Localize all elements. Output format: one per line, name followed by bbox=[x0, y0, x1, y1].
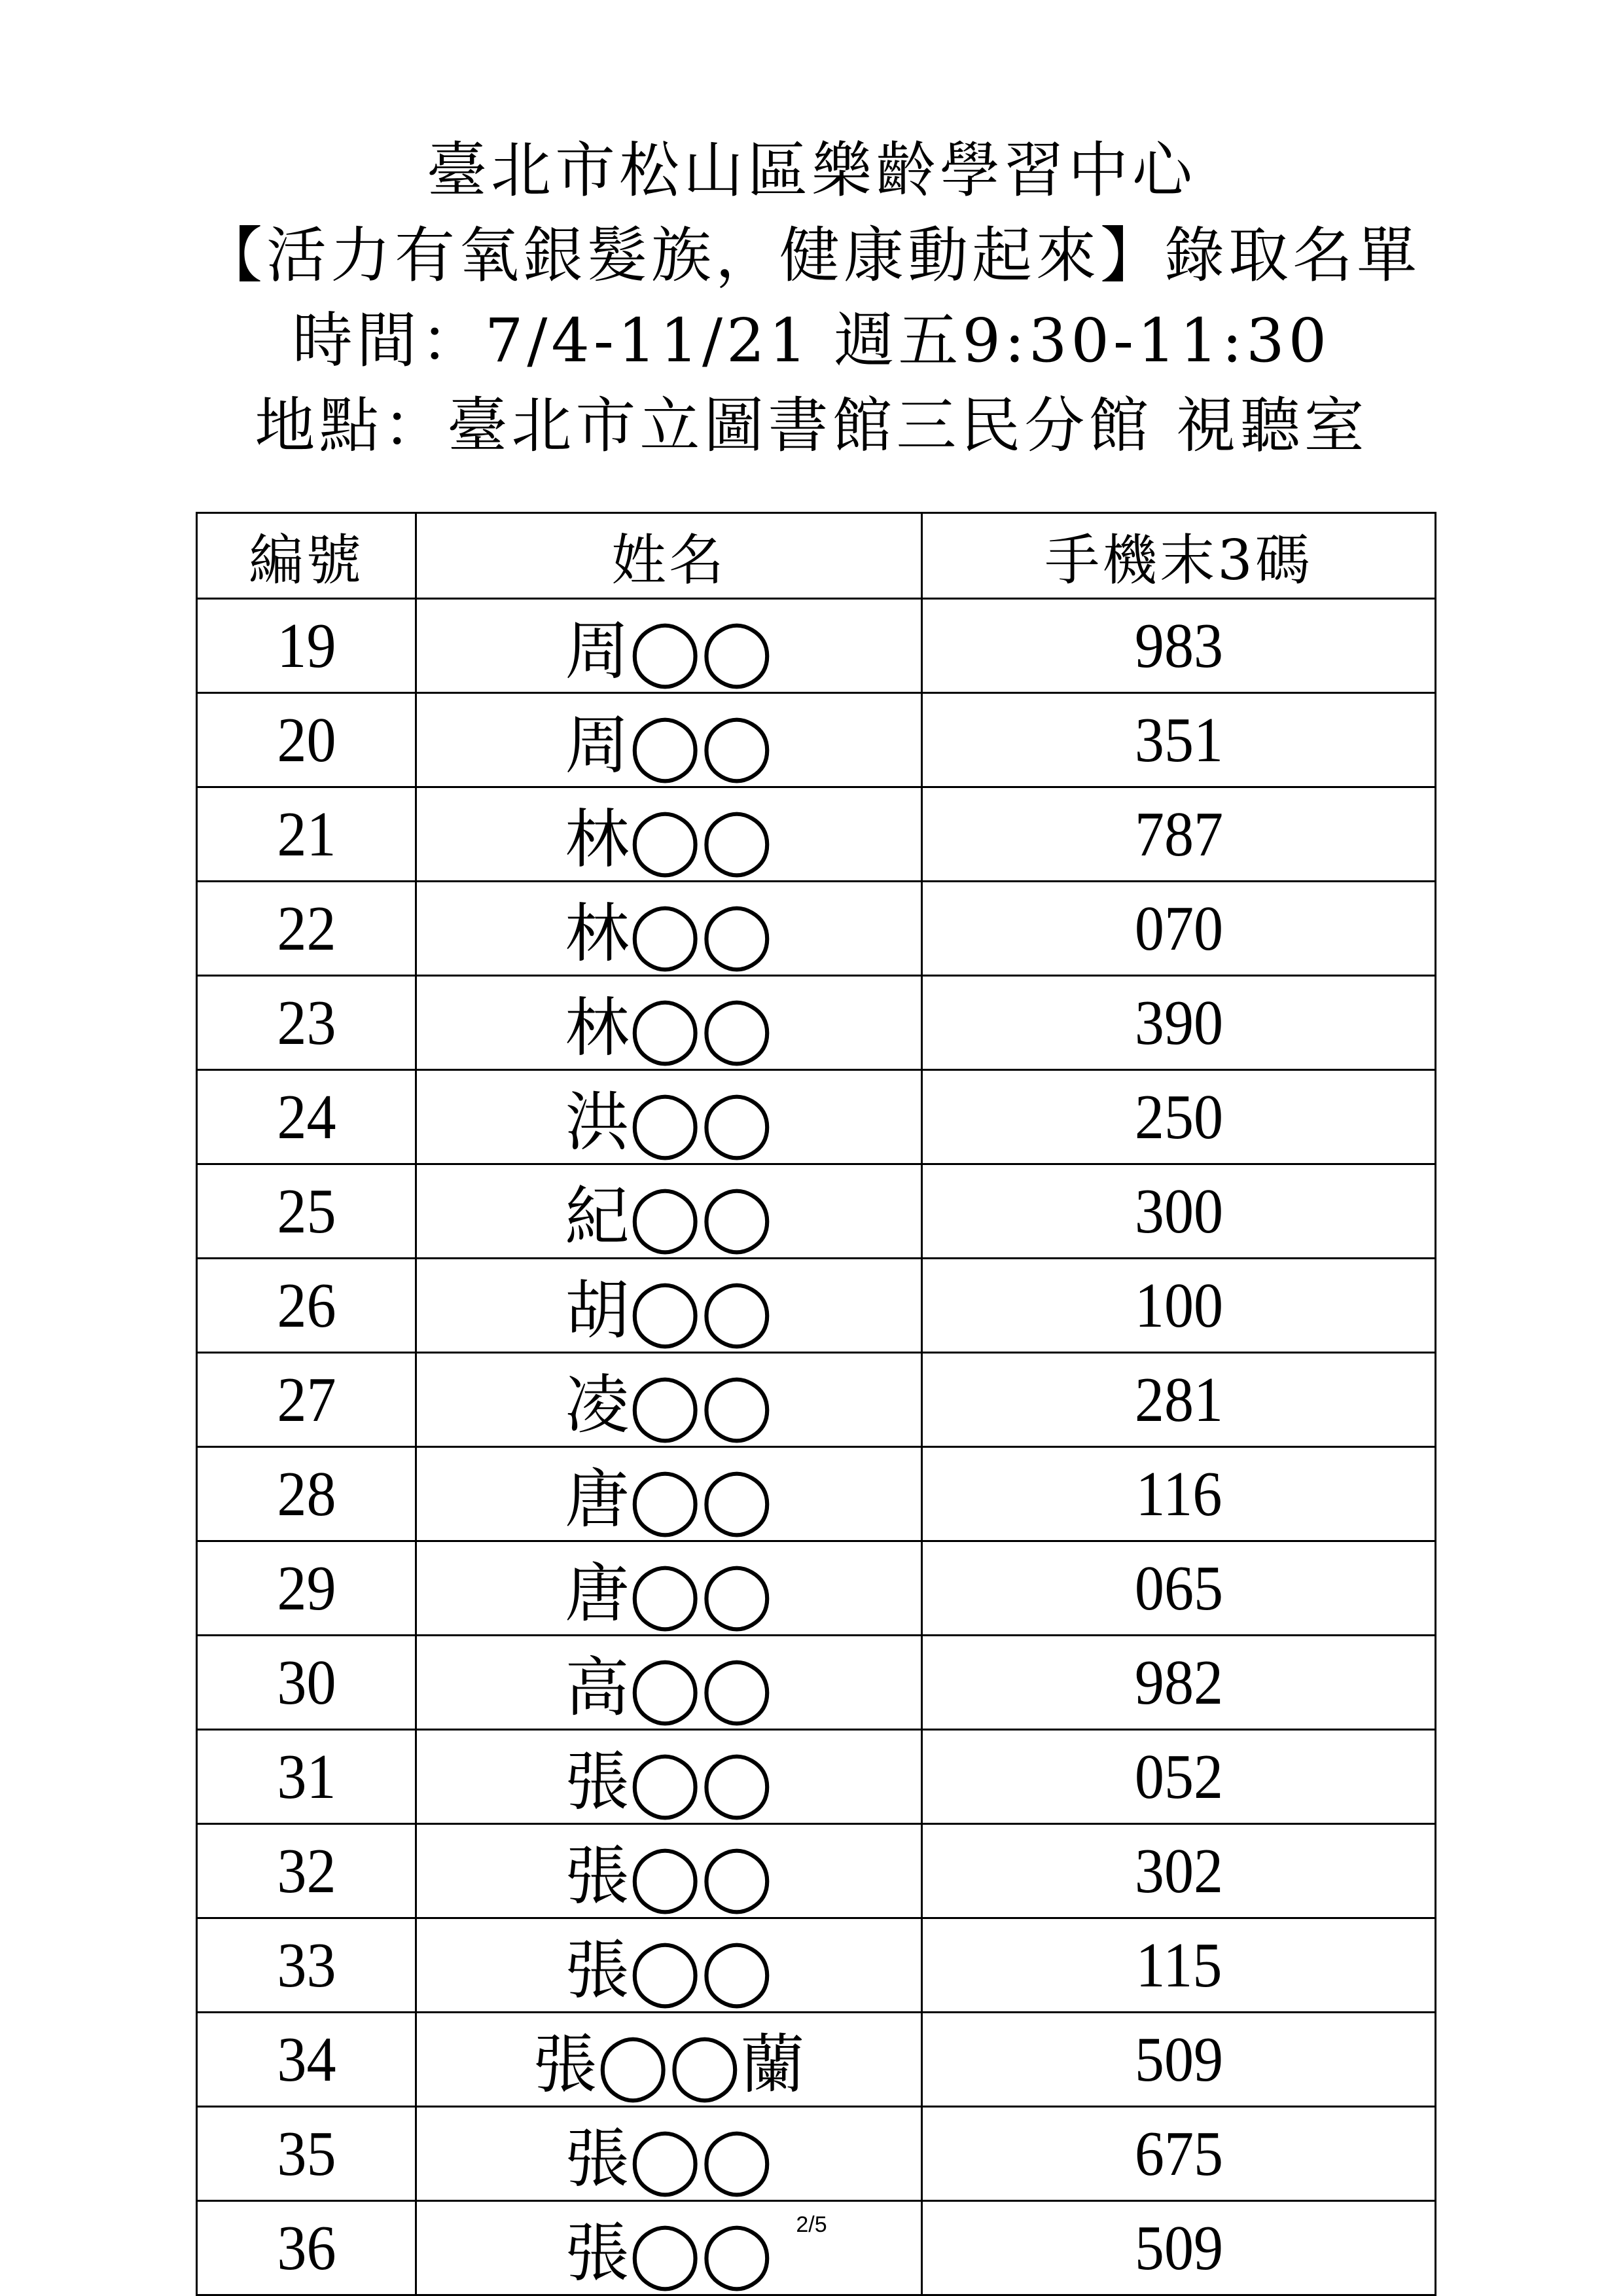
table-row bbox=[197, 1824, 1436, 1918]
schedule-line: 時間：7/4-11/21 週五9:30-11:30 bbox=[292, 306, 1331, 376]
row-phone-cell: 351 bbox=[942, 693, 1415, 787]
table-row bbox=[197, 1541, 1436, 1636]
row-phone-cell: 250 bbox=[942, 1070, 1415, 1164]
row-phone-cell: 302 bbox=[942, 1824, 1415, 1918]
row-name-cell: 高◯◯ bbox=[416, 1636, 922, 1730]
row-name-cell: 唐◯◯ bbox=[416, 1447, 922, 1541]
column-header-phone: 手機末3碼 bbox=[922, 513, 1436, 599]
table-row bbox=[197, 1353, 1436, 1447]
row-phone-cell: 982 bbox=[942, 1636, 1415, 1730]
table-row bbox=[197, 976, 1436, 1070]
row-id-cell: 34 bbox=[205, 2013, 407, 2107]
row-phone-cell: 115 bbox=[942, 1918, 1415, 2013]
row-id-cell: 31 bbox=[205, 1730, 407, 1824]
table-row bbox=[197, 1918, 1436, 2013]
row-phone-cell: 052 bbox=[942, 1730, 1415, 1824]
row-id-cell: 28 bbox=[205, 1447, 407, 1541]
row-id-cell: 23 bbox=[205, 976, 407, 1070]
row-phone-cell: 065 bbox=[942, 1541, 1415, 1636]
table-row bbox=[197, 1636, 1436, 1730]
row-phone-cell: 509 bbox=[942, 2201, 1415, 2295]
row-name-cell: 胡◯◯ bbox=[416, 1259, 922, 1353]
table-row bbox=[197, 882, 1436, 976]
table-row bbox=[197, 2107, 1436, 2201]
table-row bbox=[197, 1730, 1436, 1824]
row-name-cell: 林◯◯ bbox=[416, 882, 922, 976]
center-name-title: 臺北市松山區樂齡學習中心 bbox=[426, 135, 1196, 206]
table-row bbox=[197, 693, 1436, 787]
row-phone-cell: 390 bbox=[942, 976, 1415, 1070]
row-name-cell: 張◯◯ bbox=[416, 1824, 922, 1918]
table-row bbox=[197, 2013, 1436, 2107]
row-id-cell: 29 bbox=[205, 1541, 407, 1636]
row-name-cell: 張◯◯ bbox=[416, 1918, 922, 2013]
row-id-cell: 19 bbox=[205, 599, 407, 693]
row-id-cell: 33 bbox=[205, 1918, 407, 2013]
row-id-cell: 25 bbox=[205, 1164, 407, 1259]
row-name-cell: 張◯◯ bbox=[416, 2107, 922, 2201]
row-name-cell: 張◯◯蘭 bbox=[416, 2013, 922, 2107]
row-phone-cell: 787 bbox=[942, 787, 1415, 882]
table-row bbox=[197, 1259, 1436, 1353]
row-phone-cell: 070 bbox=[942, 882, 1415, 976]
table-row bbox=[197, 787, 1436, 882]
row-id-cell: 26 bbox=[205, 1259, 407, 1353]
row-phone-cell: 281 bbox=[942, 1353, 1415, 1447]
table-header-row bbox=[197, 513, 1436, 599]
row-id-cell: 21 bbox=[205, 787, 407, 882]
row-id-cell: 24 bbox=[205, 1070, 407, 1164]
row-name-cell: 唐◯◯ bbox=[416, 1541, 922, 1636]
course-admission-title: 【活力有氧銀髮族，健康動起來】錄取名單 bbox=[202, 221, 1421, 291]
table-row bbox=[197, 599, 1436, 693]
row-phone-cell: 116 bbox=[942, 1447, 1415, 1541]
row-name-cell: 紀◯◯ bbox=[416, 1164, 922, 1259]
row-id-cell: 27 bbox=[205, 1353, 407, 1447]
location-line: 地點：臺北市立圖書館三民分館 視聽室 bbox=[255, 391, 1368, 461]
table-row bbox=[197, 1164, 1436, 1259]
row-phone-cell: 100 bbox=[942, 1259, 1415, 1353]
document-header bbox=[0, 128, 1623, 469]
table-row bbox=[197, 1070, 1436, 1164]
row-id-cell: 20 bbox=[205, 693, 407, 787]
row-name-cell: 張◯◯ bbox=[416, 1730, 922, 1824]
row-name-cell: 周◯◯ bbox=[416, 599, 922, 693]
page-number: 2/5 bbox=[796, 2212, 827, 2237]
column-header-id: 編號 bbox=[197, 513, 416, 599]
row-phone-cell: 509 bbox=[942, 2013, 1415, 2107]
row-phone-cell: 675 bbox=[942, 2107, 1415, 2201]
row-name-cell: 周◯◯ bbox=[416, 693, 922, 787]
row-id-cell: 22 bbox=[205, 882, 407, 976]
table-row bbox=[197, 1447, 1436, 1541]
column-header-name: 姓名 bbox=[416, 513, 922, 599]
row-id-cell: 36 bbox=[205, 2201, 407, 2295]
admission-roster-table bbox=[196, 512, 1436, 2296]
row-phone-cell: 983 bbox=[942, 599, 1415, 693]
row-name-cell: 林◯◯ bbox=[416, 976, 922, 1070]
table-body bbox=[197, 599, 1436, 2295]
row-name-cell: 洪◯◯ bbox=[416, 1070, 922, 1164]
row-name-cell: 張◯◯ bbox=[416, 2201, 922, 2295]
row-id-cell: 35 bbox=[205, 2107, 407, 2201]
row-phone-cell: 300 bbox=[942, 1164, 1415, 1259]
row-name-cell: 林◯◯ bbox=[416, 787, 922, 882]
row-name-cell: 凌◯◯ bbox=[416, 1353, 922, 1447]
row-id-cell: 30 bbox=[205, 1636, 407, 1730]
row-id-cell: 32 bbox=[205, 1824, 407, 1918]
